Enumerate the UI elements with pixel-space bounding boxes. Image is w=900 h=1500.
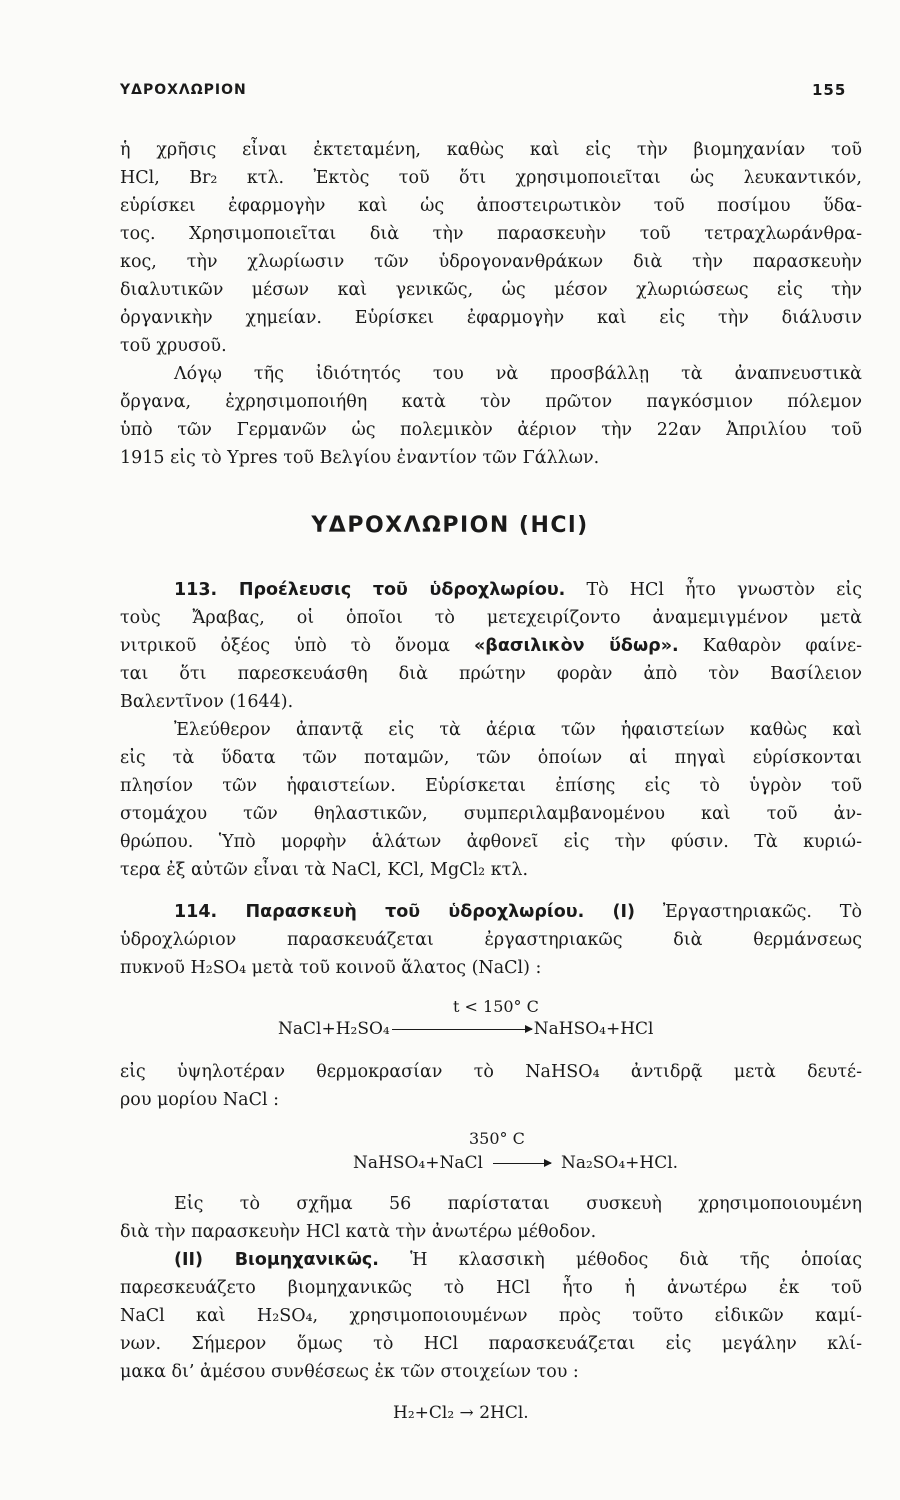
text-line: HCl, Br₂ κτλ. Ἐκτὸς τοῦ ὅτι χρησιμοποιεῖται ὡς λευκαντικόν, xyxy=(120,168,862,188)
reactants: NaCl+H₂SO₄ xyxy=(278,1019,390,1039)
text-line: ὑδροχλώριον παρασκευάζεται ἐργαστηριακῶς διὰ θερμάνσεως xyxy=(120,930,862,950)
text-line: διὰ τὴν παρασκευὴν HCl κατὰ τὴν ἀνωτέρω μέθοδον. xyxy=(120,1222,597,1242)
text-line: ρου μορίου NaCl : xyxy=(120,1090,280,1110)
text-line: θρώπου. Ὑπὸ μορφὴν ἁλάτων ἀφθονεῖ εἰς τὴν φύσιν. Τὰ κυριώ- xyxy=(120,832,862,852)
text-line: πυκνοῦ H₂SO₄ μετὰ τοῦ κοινοῦ ἅλατος (NaCl) : xyxy=(120,958,542,978)
text-line: στομάχου τῶν θηλαστικῶν, συμπεριλαμβανομένου καὶ τοῦ ἀν- xyxy=(120,804,862,824)
chemical-equation xyxy=(353,1152,678,1174)
products: Na₂SO₄+HCl. xyxy=(560,1153,679,1173)
arrow-icon xyxy=(493,1163,551,1164)
text-span: Ἐργαστηριακῶς. Τὸ xyxy=(635,902,862,922)
paragraph-heading: 113. Προέλευσις τοῦ ὑδροχλωρίου. xyxy=(174,580,566,600)
text-line: διαλυτικῶν μέσων καὶ γενικῶς, ὡς μέσον χλωριώσεως εἰς τὴν xyxy=(120,280,862,300)
running-header-title: ΥΔΡΟΧΛΩΡΙΟΝ xyxy=(120,82,247,98)
text-line: νων. Σήμερον ὅμως τὸ HCl παρασκευάζεται εἰς μεγάλην κλί- xyxy=(120,1334,862,1354)
text-line: εἰς ὑψηλοτέραν θερμοκρασίαν τὸ NaHSO₄ ἀντιδρᾷ μετὰ δευτέ- xyxy=(120,1062,862,1082)
text-line: ται ὅτι παρεσκευάσθη διὰ πρώτην φορὰν ἀπὸ τὸν Βασίλειον xyxy=(120,664,862,684)
page-number: 155 xyxy=(812,81,847,99)
text-span: Καθαρὸν φαίνε- xyxy=(678,636,862,656)
text-line: ὑπὸ τῶν Γερμανῶν ὡς πολεμικὸν ἀέριον τὴν 22αν Ἀπριλίου τοῦ xyxy=(120,420,862,440)
text-line: εἰς τὰ ὕδατα τῶν ποταμῶν, τῶν ὁποίων αἱ πηγαὶ εὑρίσκονται xyxy=(120,748,862,768)
text-line: Λόγῳ τῆς ἰδιότητός του νὰ προσβάλλῃ τὰ ἀναπνευστικὰ xyxy=(174,364,862,384)
text-line: Εἰς τὸ σχῆμα 56 παρίσταται συσκευὴ χρησιμοποιουμένη xyxy=(174,1194,862,1214)
text-line: NaCl καὶ H₂SO₄, χρησιμοποιουμένων πρὸς τοῦτο εἰδικῶν καμί- xyxy=(120,1306,862,1326)
text-line: ὄργανα, ἐχρησιμοποιήθη κατὰ τὸν πρῶτον παγκόσμιον πόλεμον xyxy=(120,392,862,412)
products: NaHSO₄+HCl xyxy=(533,1019,654,1039)
text-line: τοῦ χρυσοῦ. xyxy=(120,336,227,356)
reaction-condition: 350° C xyxy=(469,1129,525,1148)
text-line: ὀργανικὴν χημείαν. Εὑρίσκει ἐφαρμογὴν καὶ εἰς τὴν διάλυσιν xyxy=(120,308,862,328)
text-span: Τὸ HCl ἦτο γνωστὸν εἰς xyxy=(565,580,862,600)
text-line: τοὺς Ἄραβας, οἱ ὁποῖοι τὸ μετεχειρίζοντο ἀναμεμιγμένον μετὰ xyxy=(120,608,862,628)
chemical-equation xyxy=(278,1018,654,1040)
reaction-condition: t < 150° C xyxy=(453,997,539,1016)
text-line: εὑρίσκει ἐφαρμογὴν καὶ ὡς ἀποστειρωτικὸν τοῦ ποσίμου ὕδα- xyxy=(120,196,862,216)
section-title: ΥΔΡΟΧΛΩΡΙΟΝ (HCl) xyxy=(311,513,589,538)
arrow-icon xyxy=(392,1029,532,1030)
text-span: Ἡ κλασσικὴ μέθοδος διὰ τῆς ὁποίας xyxy=(378,1250,862,1270)
text-line: πλησίον τῶν ἡφαιστείων. Εὑρίσκεται ἐπίσης εἰς τὸ ὑγρὸν τοῦ xyxy=(120,776,862,796)
text-line: κος, τὴν χλωρίωσιν τῶν ὑδρογονανθράκων διὰ τὴν παρασκευὴν xyxy=(120,252,862,272)
text-line: 1915 εἰς τὸ Ypres τοῦ Βελγίου ἐναντίον τῶν Γάλλων. xyxy=(120,448,600,468)
text-line xyxy=(174,578,862,602)
text-line xyxy=(174,1248,862,1272)
text-line: τος. Χρησιμοποιεῖται διὰ τὴν παρασκευὴν τοῦ τετραχλωράνθρα- xyxy=(120,224,862,244)
text-span: νιτρικοῦ ὀξέος ὑπὸ τὸ ὄνομα xyxy=(120,636,474,656)
text-line xyxy=(120,634,862,658)
paragraph-heading: (ΙΙ) Βιομηχανικῶς. xyxy=(174,1250,379,1270)
text-line xyxy=(174,900,862,924)
text-line: τερα ἐξ αὐτῶν εἶναι τὰ NaCl, KCl, MgCl₂ κτλ. xyxy=(120,860,529,880)
bold-term: «βασιλικὸν ὕδωρ». xyxy=(473,636,679,656)
reactants: NaHSO₄+NaCl xyxy=(353,1153,483,1173)
chemical-equation: H₂+Cl₂ → 2HCl. xyxy=(393,1403,529,1423)
text-line: παρεσκευάζετο βιομηχανικῶς τὸ HCl ἦτο ἡ ἀνωτέρω ἐκ τοῦ xyxy=(120,1278,862,1298)
text-line: Βαλεντῖνον (1644). xyxy=(120,692,294,712)
paragraph-heading: 114. Παρασκευὴ τοῦ ὑδροχλωρίου. (Ι) xyxy=(174,902,636,922)
text-line: Ἐλεύθερον ἀπαντᾷ εἰς τὰ ἀέρια τῶν ἡφαιστείων καθὼς καὶ xyxy=(174,720,862,740)
text-line: ἡ χρῆσις εἶναι ἐκτεταμένη, καθὼς καὶ εἰς τὴν βιομηχανίαν τοῦ xyxy=(120,140,862,160)
text-line: μακα δι’ ἀμέσου συνθέσεως ἐκ τῶν στοιχείων του : xyxy=(120,1362,579,1382)
